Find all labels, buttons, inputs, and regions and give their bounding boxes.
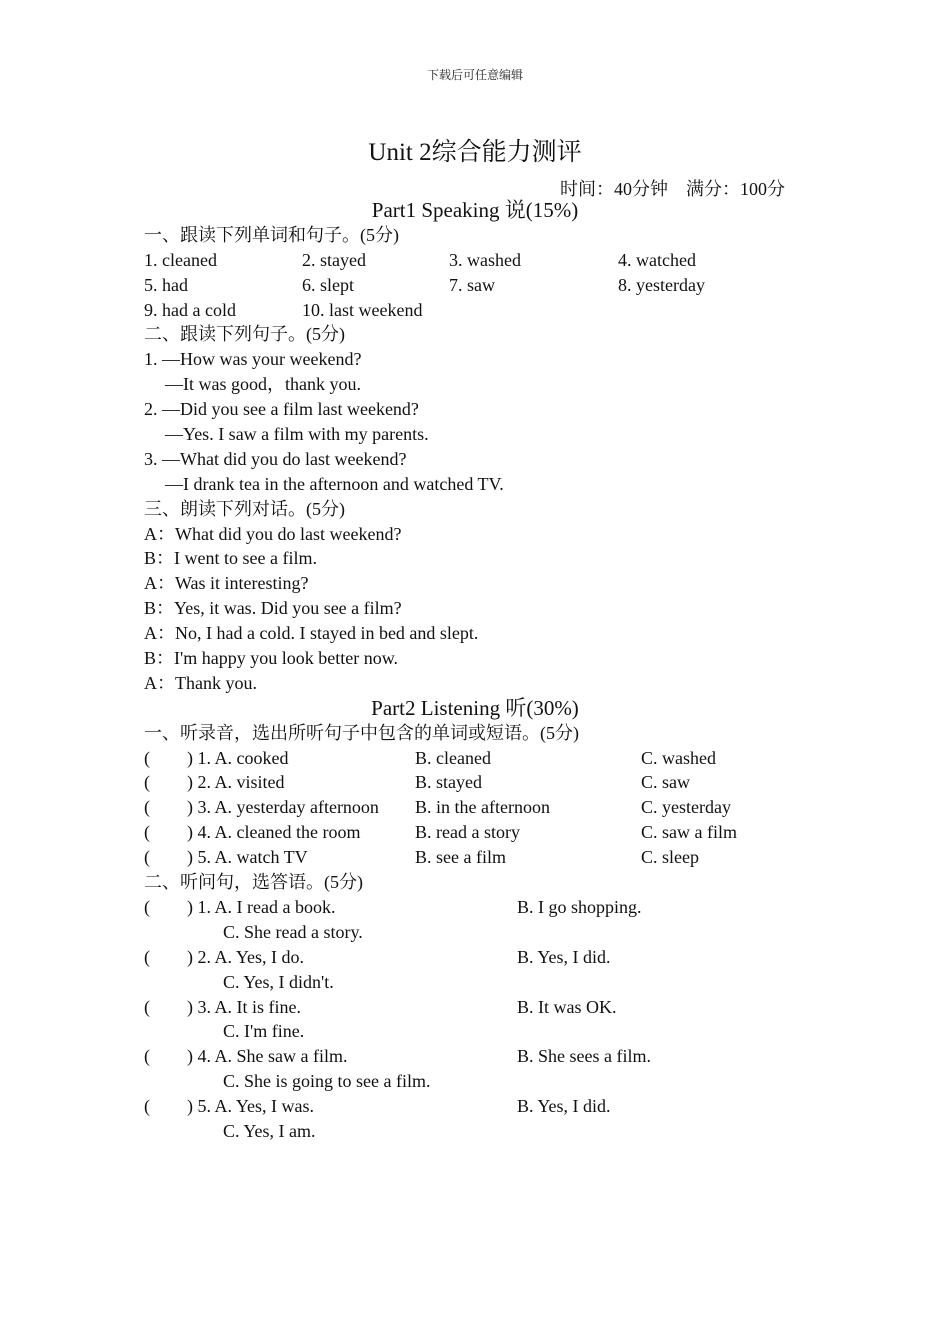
word-row — [144, 248, 824, 273]
answer-paren: ( — [144, 822, 150, 843]
dialogue-line: B：I went to see a film. — [144, 548, 317, 569]
option-a: ) 2. A. Yes, I do. — [187, 946, 305, 967]
option-c: C. saw a film — [641, 822, 737, 843]
answer-paren: ( — [144, 996, 150, 1017]
option-b: B. She sees a film. — [517, 1046, 651, 1067]
option-a: ) 3. A. yesterday afternoon — [187, 797, 379, 818]
part2-sec2-title: 二、听问句，选答语。(5分) — [144, 872, 363, 893]
question-row — [144, 795, 824, 820]
sentence-line: —Yes. I saw a film with my parents. — [165, 424, 429, 445]
question-row — [144, 770, 824, 795]
option-c: C. She read a story. — [223, 921, 363, 942]
option-a: ) 1. A. I read a book. — [187, 896, 336, 917]
part1-sec3-title: 三、朗读下列对话。(5分) — [144, 498, 345, 519]
dialogue-line: A：No, I had a cold. I stayed in bed and slept. — [144, 623, 479, 644]
answer-paren: ( — [144, 847, 150, 868]
sentence-line: —It was good，thank you. — [165, 374, 361, 395]
dialogue-line: A：What did you do last weekend? — [144, 523, 402, 544]
question-row — [144, 1044, 824, 1069]
option-c: C. yesterday — [641, 797, 731, 818]
option-b: B. Yes, I did. — [517, 946, 611, 967]
question-row — [144, 1094, 824, 1119]
question-row — [144, 995, 824, 1020]
option-c: C. sleep — [641, 847, 699, 868]
option-a: ) 4. A. cleaned the room — [187, 822, 361, 843]
word-row — [144, 298, 824, 323]
option-b: B. Yes, I did. — [517, 1096, 611, 1117]
header-note: 下载后可任意编辑 — [426, 68, 523, 82]
option-a: ) 5. A. Yes, I was. — [187, 1096, 315, 1117]
sentence-line: 1. —How was your weekend? — [144, 349, 362, 370]
option-a: ) 4. A. She saw a film. — [187, 1046, 348, 1067]
word-item: 3. washed — [449, 249, 521, 270]
option-c: C. Yes, I am. — [223, 1120, 316, 1141]
option-a: ) 2. A. visited — [187, 772, 285, 793]
word-item: 6. slept — [302, 274, 354, 295]
word-item: 2. stayed — [302, 249, 366, 270]
sentence-line: —I drank tea in the afternoon and watched TV. — [165, 473, 504, 494]
part1-sec2-title: 二、跟读下列句子。(5分) — [144, 324, 345, 345]
word-item: 10. last weekend — [302, 299, 423, 320]
option-b: B. It was OK. — [517, 996, 617, 1017]
option-a: ) 1. A. cooked — [187, 747, 289, 768]
option-b: B. see a film — [415, 847, 506, 868]
sentence-line: 2. —Did you see a film last weekend? — [144, 399, 419, 420]
answer-paren: ( — [144, 797, 150, 818]
word-item: 5. had — [144, 274, 188, 295]
answer-paren: ( — [144, 747, 150, 768]
word-item: 8. yesterday — [618, 274, 705, 295]
question-row — [144, 746, 824, 771]
option-b: B. cleaned — [415, 747, 491, 768]
dialogue-line: A：Thank you. — [144, 672, 257, 693]
word-item: 9. had a cold — [144, 299, 236, 320]
option-b: B. stayed — [415, 772, 482, 793]
answer-paren: ( — [144, 1096, 150, 1117]
part1-heading: Part1 Speaking 说(15%) — [371, 198, 579, 222]
option-c: C. saw — [641, 772, 690, 793]
option-c: C. She is going to see a film. — [223, 1071, 431, 1092]
option-b: B. read a story — [415, 822, 520, 843]
part2-heading: Part2 Listening 听(30%) — [371, 695, 579, 720]
option-a: ) 3. A. It is fine. — [187, 996, 301, 1017]
dialogue-line: A：Was it interesting? — [144, 573, 309, 594]
dialogue-line: B：I'm happy you look better now. — [144, 648, 399, 669]
question-row — [144, 820, 824, 845]
option-c: C. Yes, I didn't. — [223, 971, 334, 992]
question-row — [144, 845, 824, 870]
dialogue-line: B：Yes, it was. Did you see a film? — [144, 598, 402, 619]
sentence-line: 3. —What did you do last weekend? — [144, 448, 407, 469]
answer-paren: ( — [144, 772, 150, 793]
part1-sec1-title: 一、跟读下列单词和句子。(5分) — [144, 224, 399, 245]
option-b: B. in the afternoon — [415, 797, 550, 818]
answer-paren: ( — [144, 1046, 150, 1067]
option-c: C. I'm fine. — [223, 1021, 305, 1042]
option-c: C. washed — [641, 747, 716, 768]
page-title: Unit 2综合能力测评 — [368, 139, 582, 166]
question-row — [144, 945, 824, 970]
part2-sec1-title: 一、听录音，选出所听句子中包含的单词或短语。(5分) — [144, 722, 579, 743]
exam-meta: 时间：40分钟 满分：100分 — [560, 179, 785, 199]
word-row — [144, 273, 824, 298]
word-item: 1. cleaned — [144, 249, 217, 270]
word-item: 7. saw — [449, 274, 495, 295]
exam-content — [144, 198, 824, 1144]
option-a: ) 5. A. watch TV — [187, 847, 308, 868]
answer-paren: ( — [144, 896, 150, 917]
answer-paren: ( — [144, 946, 150, 967]
question-row — [144, 895, 824, 920]
option-b: B. I go shopping. — [517, 896, 642, 917]
word-item: 4. watched — [618, 249, 696, 270]
